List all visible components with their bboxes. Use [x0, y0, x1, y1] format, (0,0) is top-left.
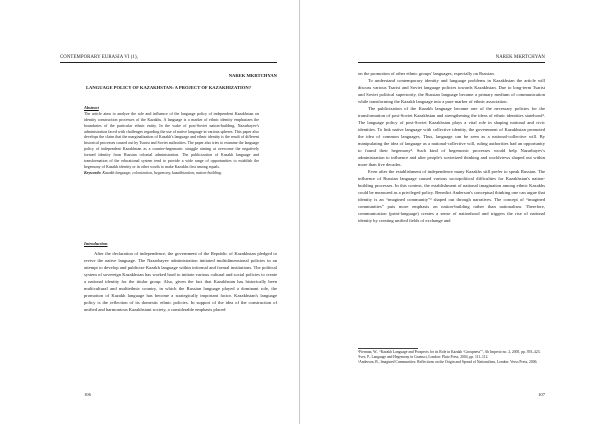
introduction-body: [84, 250, 277, 313]
footnotes: [358, 350, 545, 365]
keywords-label: Keywords:: [84, 170, 102, 176]
right-page: [300, 0, 600, 424]
abstract-text: The article aims to analyze the role and influence of the language policy of independent Kazakhstan on identity construction processes of the Kazakhs. A language is a marker of ethnic identity emphasizes the boundaries of the particular ethnic entity. In the wake of post-Soviet nation-building, Nazarbayev's administration faced with challenges regarding the use of native language in various spheres. This paper also develops the claim that the marginalization of Kazakh's language and ethnic identity is the result of different historical processes caused out by Tsarist and Soviet authorities. The paper also tries to examine the language policy of independent Kazakhstan as a counter-hegemonic struggle aiming at overcome the negatively formed identity from Russian colonial administration. The publicization of Kazakh language and transformation of the educational system tend to provide a wide range of opportunities to establish the hegemony of Kazakh identity or in other words to make Kazakhs first among equals.: [84, 111, 259, 169]
footnote-rule: [358, 348, 418, 349]
abstract-heading: Abstract: [84, 105, 99, 110]
page-number-left: 106: [84, 392, 91, 397]
running-header-right: NAREK MKRTCHYAN: [495, 55, 545, 60]
header-rule: [60, 62, 277, 63]
header-rule-right: [358, 62, 545, 63]
footnote-1: ¹Fierman, W., “Kazakh Language and Prospects for its Role in Kazakh ‘Groupness’”, Ab Imperio no. 2, 2005, pp. 393–423.: [358, 350, 541, 354]
keywords-text: Kazakh language, colonization, hegemony, kazakhization, nation-building.: [102, 170, 222, 176]
paragraph-4: Even after the establishment of independence many Kazakhs still prefer to speak Russian. The influence of Russian language caused various sociopolitical difficulties for Kazakhstan's nation-building processes. In this context, the establishment of national imagination among ethnic Kazakhs could be measured as a privileged policy. Benedict Anderson's conceptual thinking one can argue that identity is an “imagined community”³ shaped out through narratives. The concept of “imagined communities” puts more emphasis on nation-building rather than nationalism. Therefore, communication (print-language) creates a sense of nationhood and triggers the rise of national identity by creating unified fields of exchange and: [358, 169, 545, 223]
footnote-3: ³Anderson, B., Imagined Communities: Reflections on the Origin and Spread of Nationalism, London: Verso Press, 2006.: [358, 360, 538, 364]
paragraph-1: on the promotion of other ethnic groups' languages, especially on Russian.: [358, 71, 495, 76]
keywords-line: [84, 170, 259, 176]
paragraph-3: The publicization of the Kazakh language became one of the necessary policies for the transformation of post-Soviet Kazakhstan and strengthening the ideas of ethnic identities statehood¹. The language policy of post-Soviet Kazakhstan plays a vital role in shaping national and civic identities. To link native language with collective identity, the government of Kazakhstan promoted the idea of common languages. Thus, language can be seen as a national-collective will. By manipulating the idea of language as a national-collective will, ruling authorities had an opportunity to found their hegemony². Such kind of hegemonic processes would help Nazarbayev's administration to influence and alter people's sovietized thinking and worldviews shaped out within more than five decades.: [358, 106, 545, 167]
abstract-body: [84, 111, 259, 176]
right-body: [358, 70, 545, 224]
author-name: NAREK MKRTCHYAN: [228, 73, 277, 78]
paragraph-2: To understand contemporary identity and language problems in Kazakhstan the article will discuss various Tsarist and Soviet language policies towards Kazakhstan. Due to long-term Tsarist and Soviet political superiority, the Russian language became a primary medium of communication while transforming the Kazakh language into a pure marker of ethnic association.: [358, 78, 545, 104]
article-title: LANGUAGE POLICY OF KAZAKHSTAN: A PROJECT OF KAZAKHIZATION?: [85, 85, 251, 90]
introduction-text: After the declaration of independence, the government of the Republic of Kazakhstan pledged to revive the native language. The Nazarbayev administration initiated multidimensional policies in an attempt to develop and publicize Kazakh language within informal and formal institutions. The political system of sovereign Kazakhstan has worked hard to initiate various cultural and social policies to create a national identity for the titular group. Also, given the fact that Kazakhstan has historically been multicultural and multiethnic country, in which the Russian language played a dominant role, the promotion of Kazakh language has become a strategically important factor. Kazakhstan's language policy is the reflection of its domestic ethnic policies. In support of the idea of the construction of unified and harmonious Kazakhstani society, a considerable emphasis placed: [84, 251, 277, 312]
running-header-left: CONTEMPORARY EURASIA VI (1),: [60, 55, 138, 60]
footnote-2: ²Ives, P., Language and Hegemony in Gramsci, London: Pluto Press, 2004, pp. 111–112.: [358, 355, 489, 359]
introduction-heading: Introduction: [84, 241, 108, 246]
page-number-right: 107: [538, 392, 545, 397]
